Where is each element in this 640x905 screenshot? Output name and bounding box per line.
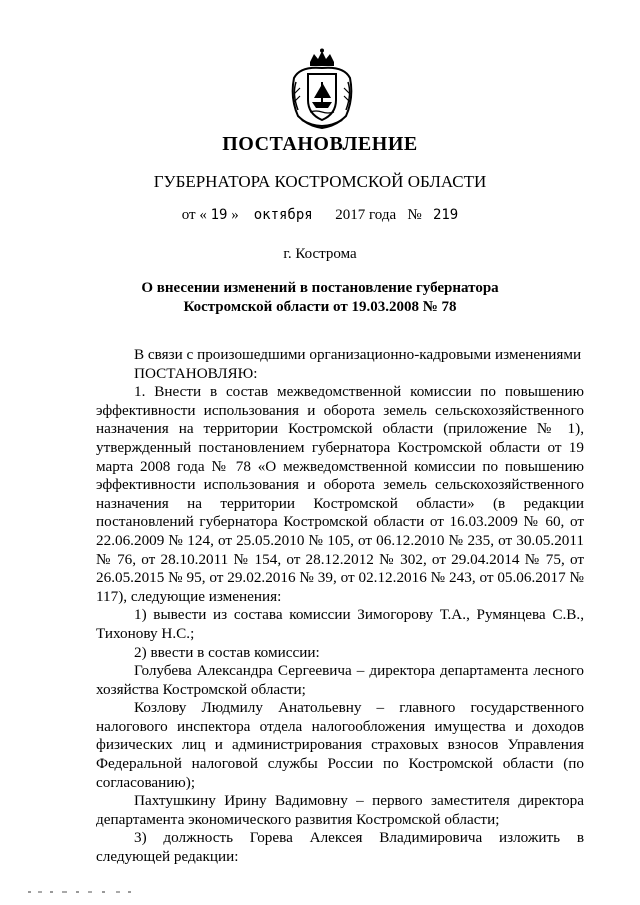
- paragraph: Козлову Людмилу Анатольевну – главного государственного налогового инспектора отдела налогообложения имущества и доходов физических лиц и администрирования страховых взносов Управления Федеральной налоговой службы России по Костромской области (по согласованию);: [96, 699, 584, 791]
- date-prefix: от «: [181, 207, 207, 223]
- date-year: 2017 года: [335, 207, 397, 223]
- coat-of-arms-emblem: [288, 48, 356, 130]
- heading-line-2: Костромской области от 19.03.2008 № 78: [183, 299, 457, 315]
- date-day: 19: [210, 207, 228, 223]
- paragraph-resolve: ПОСТАНОВЛЯЮ:: [134, 364, 258, 382]
- date-month: октября: [253, 207, 313, 223]
- number-sign: №: [407, 207, 422, 223]
- heading-line-1: О внесении изменений в постановление губернатора: [141, 280, 499, 296]
- scan-artifact-marks: [28, 889, 138, 895]
- date-mid: »: [231, 207, 239, 223]
- paragraph: 1. Внести в состав межведомственной комиссии по повышению эффективности использования и оборота земель сельскохозяйственного назначения на территории Костромской области (приложение № 1), утвержденный постановлением губернатора Костромской области от 19 марта 2008 года № 78 «О межведомственной комиссии по повышению эффективности использования и оборота земель сельскохозяйственного назначения на территории Костромской области» (в редакции постановлений губернатора Костромской области от 16.03.2009 № 60, от 22.06.2009 № 124, от 25.05.2010 № 105, от 06.12.2010 № 235, от 30.05.2011 № 76, от 28.10.2011 № 154, от 28.12.2012 № 302, от 29.04.2014 № 75, от 26.05.2015 № 95, от 29.02.2016 № 39, от 02.12.2016 № 243, от 05.06.2017 № 117), следующие изменения:: [96, 383, 584, 605]
- document-city: г. Кострома: [283, 246, 357, 262]
- document-title: ПОСТАНОВЛЕНИЕ: [222, 133, 418, 155]
- document-number: 219: [432, 207, 459, 223]
- document-date-line: [0, 207, 640, 224]
- paragraph: 1) вывести из состава комиссии Зимогорову Т.А., Румянцева С.В., Тихонову Н.С.;: [96, 606, 584, 642]
- paragraph: Голубева Александра Сергеевича – директора департамента лесного хозяйства Костромской области;: [96, 662, 584, 698]
- paragraph: 2) ввести в состав комиссии:: [134, 643, 320, 661]
- paragraph: В связи с произошедшими организационно-кадровыми изменениями: [134, 346, 582, 363]
- document-issuer: ГУБЕРНАТОРА КОСТРОМСКОЙ ОБЛАСТИ: [153, 172, 487, 191]
- paragraph: Пахтушкину Ирину Вадимовну – первого заместителя директора департамента экономического развития Костромской области;: [96, 792, 584, 828]
- document-body: [96, 346, 584, 867]
- document-heading: [0, 279, 640, 317]
- paragraph: 3) должность Горева Алексея Владимировича изложить в следующей редакции:: [96, 829, 584, 866]
